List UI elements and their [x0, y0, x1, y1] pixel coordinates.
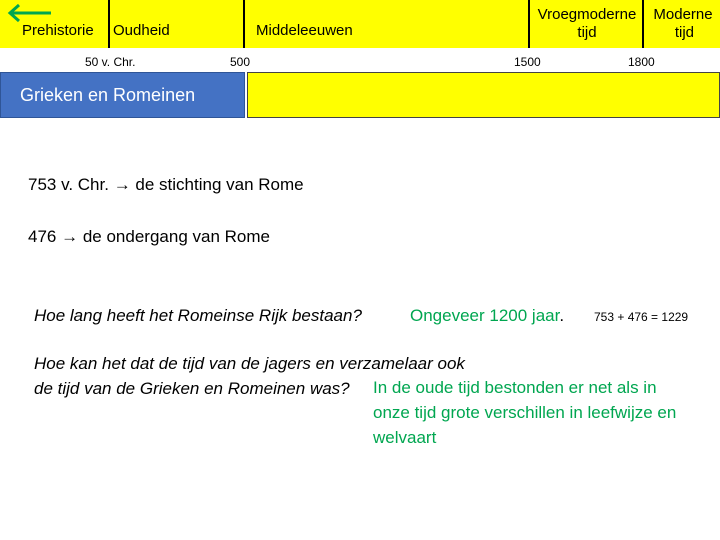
era-moderne-line1: Moderne	[653, 6, 713, 23]
band-later-periods	[247, 72, 720, 118]
era-moderne-line2: tijd	[674, 24, 694, 41]
answer-1	[410, 306, 564, 326]
answer-1-dot: .	[559, 306, 565, 325]
year-1800: 1800	[628, 55, 655, 69]
answer-2-line1: In de oude tijd bestonden er net als in	[373, 378, 657, 397]
question-1: Hoe lang heeft het Romeinse Rijk bestaan?	[34, 306, 362, 325]
era-vroegmoderne-line2: tijd	[577, 24, 597, 41]
era-vroegmoderne	[530, 6, 644, 42]
era-vroegmoderne-line1: Vroegmoderne	[537, 6, 637, 23]
year-500: 500	[230, 55, 251, 69]
back-arrow-icon[interactable]	[5, 2, 55, 24]
era-prehistorie: Prehistorie	[22, 22, 94, 39]
question-2-line1: Hoe kan het dat de tijd van de jagers en verzamelaar ook	[34, 354, 465, 373]
fact-stichting-year: 753 v. Chr.	[28, 175, 109, 194]
era-middeleeuwen: Middeleeuwen	[256, 22, 353, 39]
arrow-right-icon: →	[61, 227, 79, 246]
fact-ondergang	[28, 227, 270, 247]
timeline-divider-oudheid	[108, 0, 110, 48]
year-50-vchr: 50 v. Chr.	[85, 55, 136, 69]
fact-stichting	[28, 175, 304, 195]
question-2-line2: de tijd van de Grieken en Romeinen was?	[34, 379, 350, 398]
answer-2-line2: onze tijd grote verschillen in leefwijze en	[373, 403, 677, 422]
band-label: Grieken en Romeinen	[20, 85, 196, 105]
fact-ondergang-text: de ondergang van Rome	[82, 227, 270, 246]
era-oudheid: Oudheid	[113, 22, 170, 39]
answer-1-text: Ongeveer 1200 jaar	[410, 306, 560, 325]
timeline-divider-middeleeuwen	[243, 0, 245, 48]
arrow-right-icon: →	[113, 175, 131, 194]
fact-stichting-text: de stichting van Rome	[135, 175, 304, 194]
calculation: 753 + 476 = 1229	[594, 310, 689, 324]
era-moderne	[646, 6, 720, 42]
answer-2-line3: welvaart	[373, 428, 437, 447]
fact-ondergang-year: 476	[28, 227, 57, 246]
year-1500: 1500	[514, 55, 541, 69]
